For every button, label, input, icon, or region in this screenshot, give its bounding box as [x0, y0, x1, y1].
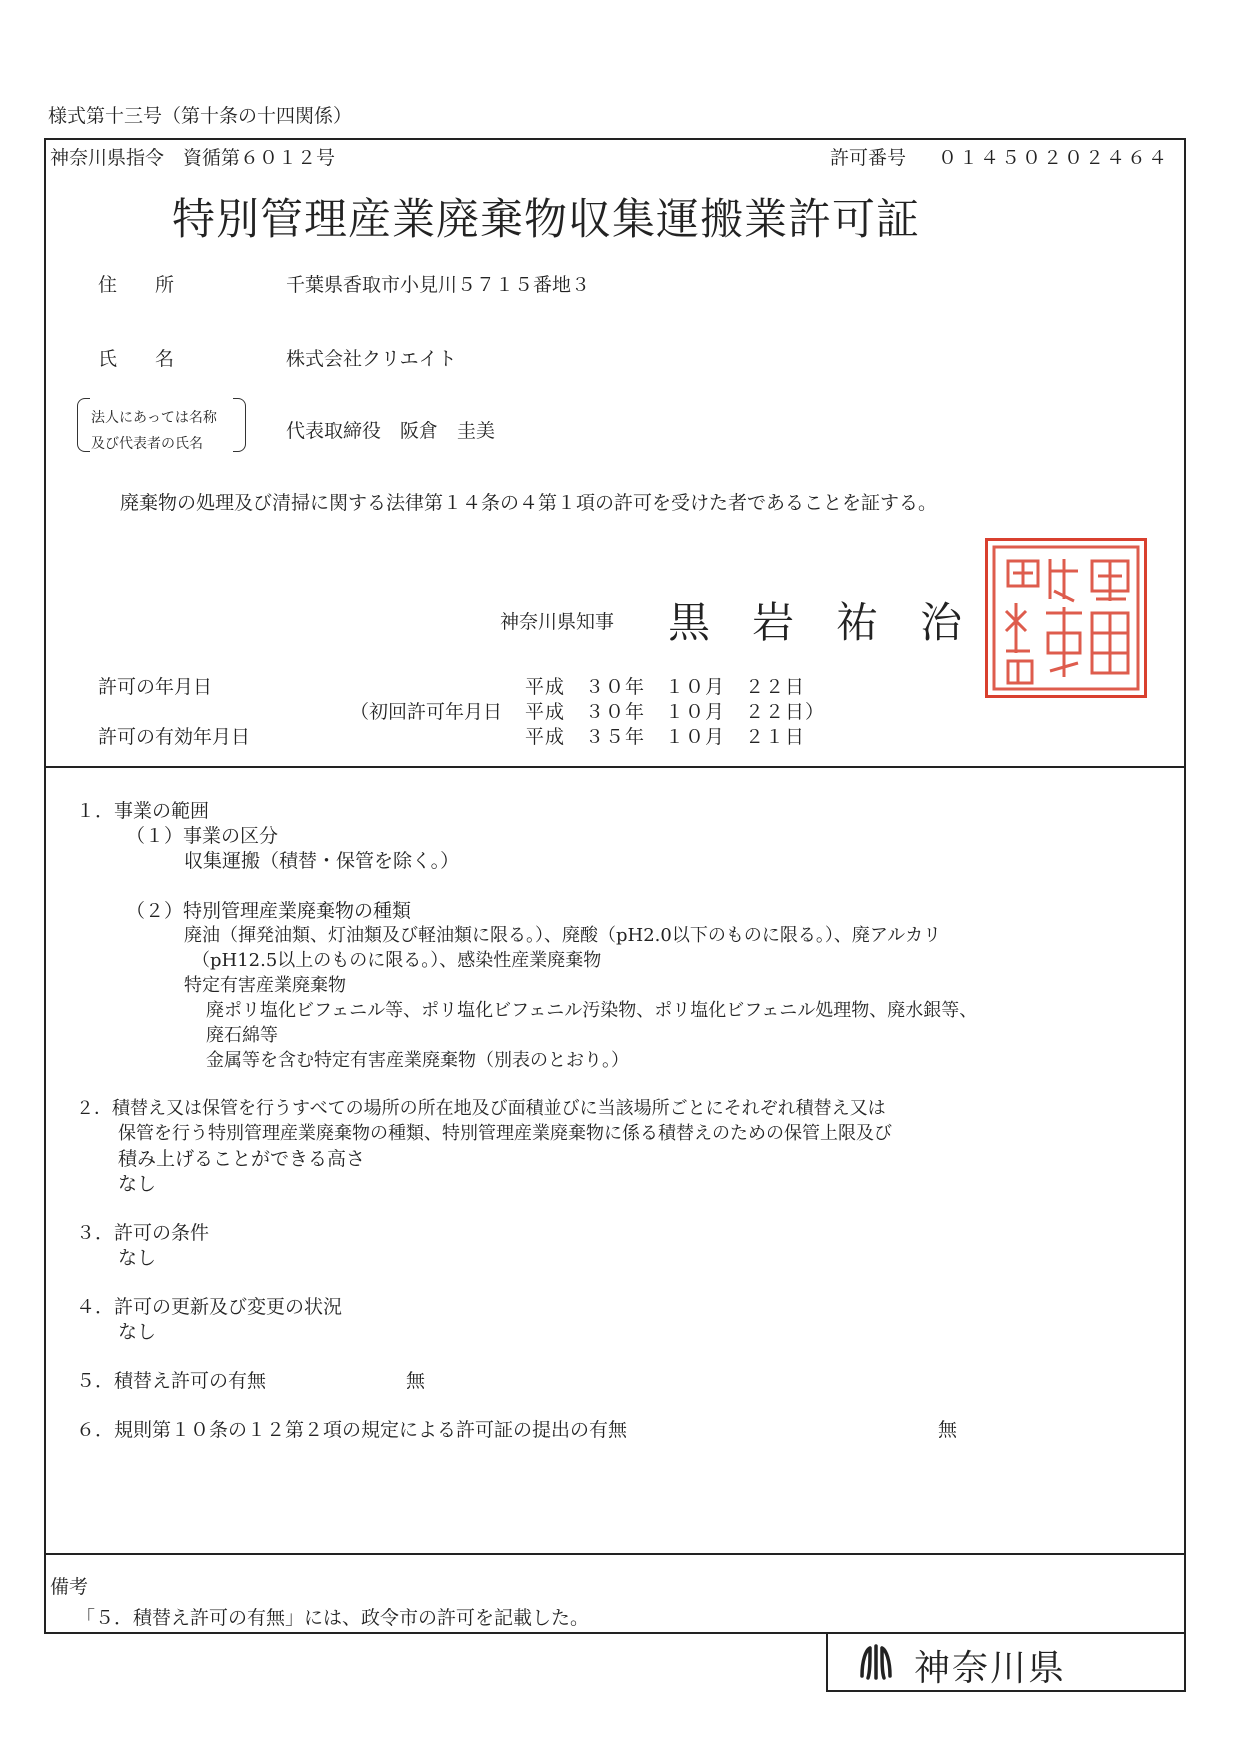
section-1-heading: １．事業の範囲	[76, 800, 210, 822]
section-6-heading: ６．規則第１０条の１２第２項の規定による許可証の提出の有無	[76, 1419, 628, 1441]
official-seal	[985, 538, 1147, 698]
section-3-value: なし	[118, 1247, 157, 1269]
divider-remarks	[44, 1553, 1186, 1555]
section-5-value: 無	[406, 1370, 426, 1392]
document-frame	[44, 138, 1186, 1634]
first-permit-label: （初回許可年月日	[350, 701, 503, 723]
designation: 神奈川県指令 資循第６０１２号	[50, 147, 336, 169]
section-1-2-line3: 特定有害産業廃棄物	[184, 975, 346, 996]
prefecture-emblem-icon	[856, 1642, 896, 1682]
section-5-heading: ５．積替え許可の有無	[76, 1370, 267, 1392]
divider-main	[44, 766, 1186, 768]
section-1-1-body: 収集運搬（積替・保管を除く。）	[184, 850, 460, 872]
permit-date-value: 平成 ３０年 １０月 ２２日	[525, 676, 806, 698]
section-1-2-line4: 廃ポリ塩化ビフェニル等、ポリ塩化ビフェニル汚染物、ポリ塩化ビフェニル処理物、廃水銀等、	[206, 1000, 978, 1021]
valid-date-label: 許可の有効年月日	[98, 726, 251, 748]
permit-number-value: ０１４５０２０２４６４	[938, 147, 1170, 169]
governor-name: 黒 岩 祐 治	[668, 598, 963, 647]
section-2-line1: ２．積替え又は保管を行うすべての場所の所在地及び面積並びに当該場所ごとにそれぞれ積替え又は	[76, 1098, 886, 1119]
certification-text: 廃棄物の処理及び清掃に関する法律第１４条の４第１項の許可を受けた者であることを証する。	[120, 492, 938, 514]
name-label: 氏 名	[98, 348, 175, 370]
representative-name: 代表取締役 阪倉 圭美	[286, 420, 496, 442]
issuer-name: 神奈川県	[914, 1648, 1067, 1689]
section-1-2-line2: （pH12.5以上のものに限る。）、感染性産業廃棄物	[192, 950, 602, 971]
address-value: 千葉県香取市小見川５７１５番地３	[286, 274, 591, 296]
section-2-line3: 積み上げることができる高さ	[118, 1148, 366, 1170]
section-3-heading: ３．許可の条件	[76, 1222, 210, 1244]
governor-title: 神奈川県知事	[500, 611, 615, 633]
section-1-1-heading: （１）事業の区分	[126, 825, 279, 847]
section-1-2-line5: 廃石綿等	[206, 1025, 278, 1046]
section-1-2-heading: （２）特別管理産業廃棄物の種類	[126, 900, 412, 922]
seal-mark	[988, 541, 1144, 695]
valid-date-value: 平成 ３５年 １０月 ２１日	[525, 726, 806, 748]
bracket-left	[77, 398, 90, 452]
section-2-value: なし	[118, 1173, 157, 1195]
section-6-value: 無	[938, 1419, 958, 1441]
section-2-line2: 保管を行う特別管理産業廃棄物の種類、特別管理産業廃棄物に係る積替えのための保管上限及び	[118, 1123, 892, 1144]
section-1-2-line1: 廃油（揮発油類、灯油類及び軽油類に限る。）、廃酸（pH2.0以下のものに限る。）、廃アルカリ	[184, 925, 942, 946]
section-4-heading: ４．許可の更新及び変更の状況	[76, 1296, 343, 1318]
first-permit-value: 平成 ３０年 １０月 ２２日）	[525, 701, 826, 723]
remarks-text: 「５．積替え許可の有無」には、政令市の許可を記載した。	[76, 1607, 590, 1629]
permit-number-label: 許可番号	[830, 147, 907, 169]
section-1-2-line6: 金属等を含む特定有害産業廃棄物（別表のとおり。）	[206, 1050, 629, 1071]
permit-date-label: 許可の年月日	[98, 676, 213, 698]
bracket-right	[233, 398, 246, 452]
name-value: 株式会社クリエイト	[286, 348, 457, 370]
remarks-label: 備考	[50, 1576, 89, 1598]
document-title: 特別管理産業廃棄物収集運搬業許可証	[172, 195, 920, 245]
corp-note-line2: 及び代表者の氏名	[91, 436, 203, 452]
corp-note-line1: 法人にあっては名称	[91, 410, 217, 426]
section-4-value: なし	[118, 1321, 157, 1343]
form-number: 様式第十三号（第十条の十四関係）	[48, 105, 353, 127]
address-label: 住 所	[98, 274, 175, 296]
